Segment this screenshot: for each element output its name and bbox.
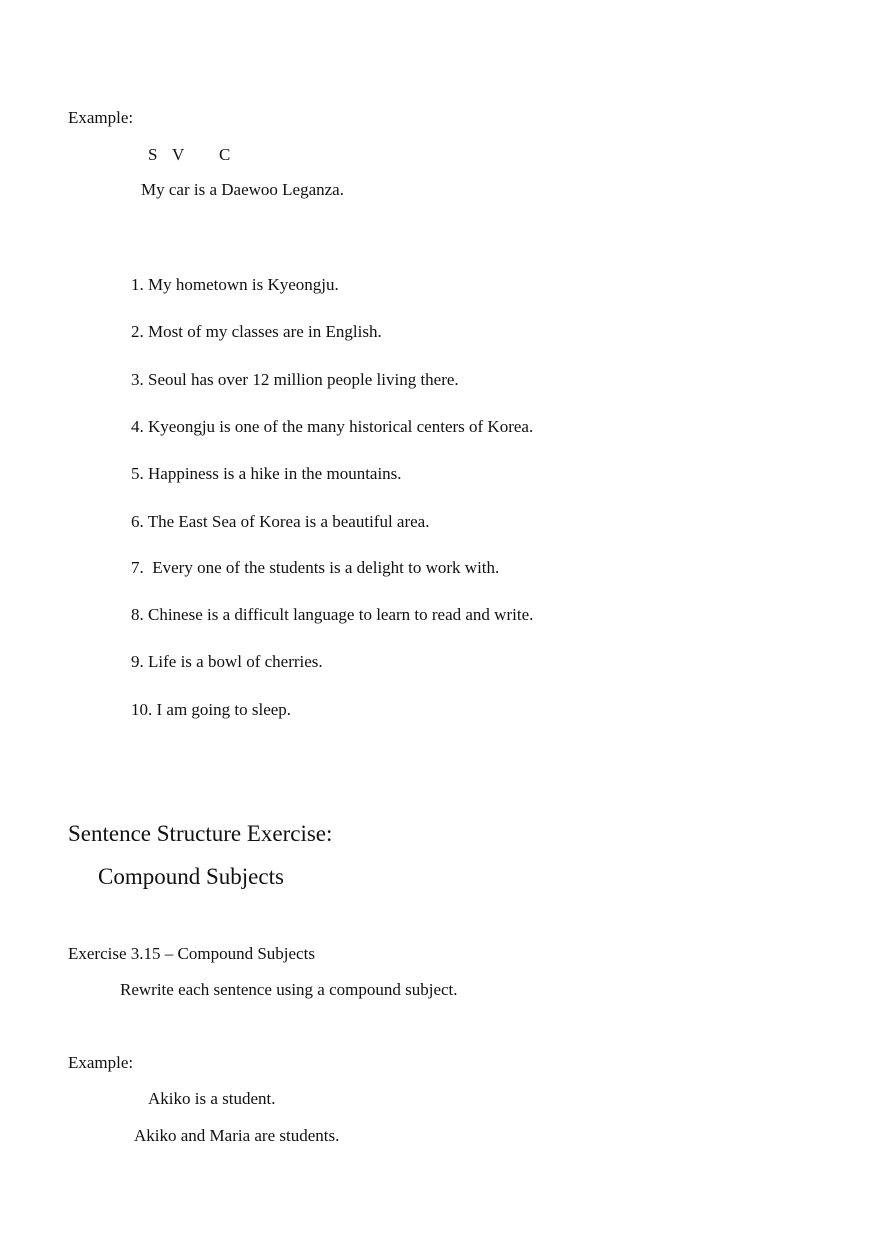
list-item: 2. Most of my classes are in English. [131,322,382,341]
list-item: 4. Kyeongju is one of the many historical centers of Korea. [131,417,534,436]
example-sentence: My car is a Daewoo Leganza. [141,180,344,199]
verb-marker: V [172,145,185,164]
section-subtitle: Compound Subjects [98,864,284,889]
list-item: 6. The East Sea of Korea is a beautiful area. [131,512,430,531]
list-item: 8. Chinese is a difficult language to learn to read and write. [131,605,534,624]
example-rewritten-sentence: Akiko and Maria are students. [134,1126,340,1145]
list-item: 10. I am going to sleep. [131,700,292,719]
section-title: Sentence Structure Exercise: [68,821,333,846]
list-item: 1. My hometown is Kyeongju. [131,275,339,294]
list-item: 7. Every one of the students is a delight to work with. [131,558,500,577]
list-item: 3. Seoul has over 12 million people living there. [131,370,459,389]
exercise-instruction: Rewrite each sentence using a compound subject. [120,980,458,999]
example-original-sentence: Akiko is a student. [148,1089,276,1108]
list-item: 5. Happiness is a hike in the mountains. [131,464,402,483]
example-label-2: Example: [68,1053,134,1072]
subject-marker: S [148,145,158,164]
list-item: 9. Life is a bowl of cherries. [131,652,323,671]
exercise-title: Exercise 3.15 – Compound Subjects [68,944,315,963]
example-label: Example: [68,108,134,127]
complement-marker: C [219,145,231,164]
